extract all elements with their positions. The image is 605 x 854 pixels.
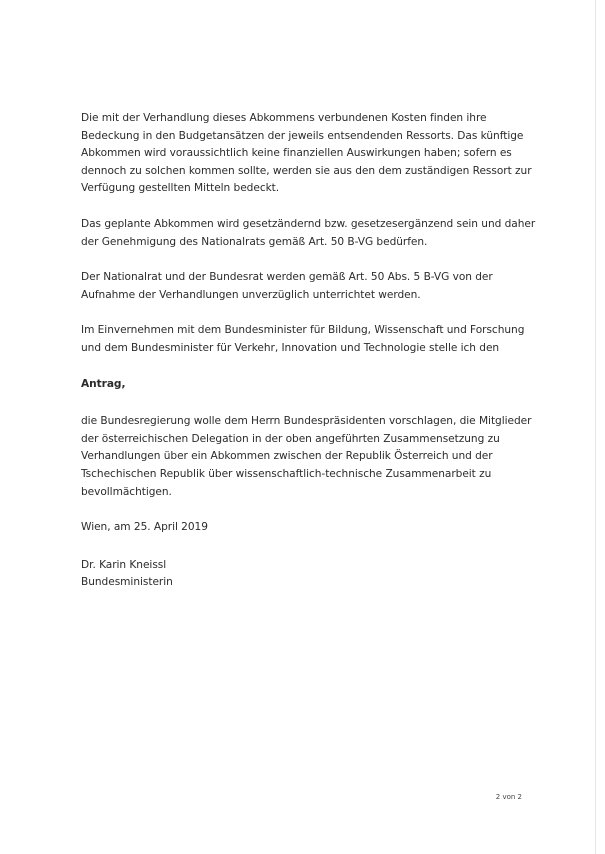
paragraph-costs: Die mit der Verhandlung dieses Abkommens verbundenen Kosten finden ihre Bedeckung in den Budgetansätzen der jeweils entsendenden Ressorts. Das künftige Abkommen wird voraussichtlich keine finanziellen Auswirkungen haben; sofern es dennoch zu solchen kommen sollte, werden sie aus den dem zuständigen Ressort zur Verfügung gestellten Mitteln bedeckt. [81, 112, 532, 195]
paragraph-notification: Der Nationalrat und der Bundesrat werden gemäß Art. 50 Abs. 5 B-VG von der Aufnahme der Verhandlungen unverzüglich unterrichtet werden. [81, 271, 493, 301]
paragraph-approval: Das geplante Abkommen wird gesetzändernd bzw. gesetzesergänzend sein und daher der Genehmigung des Nationalrats gemäß Art. 50 B-VG bedürfen. [81, 217, 536, 248]
signatory-name: Dr. Karin Kneissl [81, 558, 167, 571]
page-number: 2 von 2 [495, 793, 522, 801]
paragraph-motion: die Bundesregierung wolle dem Herrn Bundespräsidenten vorschlagen, die Mitglieder der österreichischen Delegation in der oben angeführten Zusammensetzung zu Verhandlungen über ein Abkommen zwischen der Republik Österreich und der Tschechischen Republik über wissenschaftlich-technische Zusammenarbeit zu bevollmächtigen. [81, 415, 532, 498]
motion-heading: Antrag, [81, 377, 126, 390]
paragraph-agreement: Im Einvernehmen mit dem Bundesminister für Bildung, Wissenschaft und Forschung und dem Bundesminister für Verkehr, Innovation und Technologie stelle ich den [81, 324, 525, 354]
document-body [81, 110, 541, 592]
signatory-title: Bundesministerin [81, 576, 173, 589]
scan-edge [595, 0, 596, 854]
document-date: Wien, am 25. April 2019 [81, 521, 208, 534]
